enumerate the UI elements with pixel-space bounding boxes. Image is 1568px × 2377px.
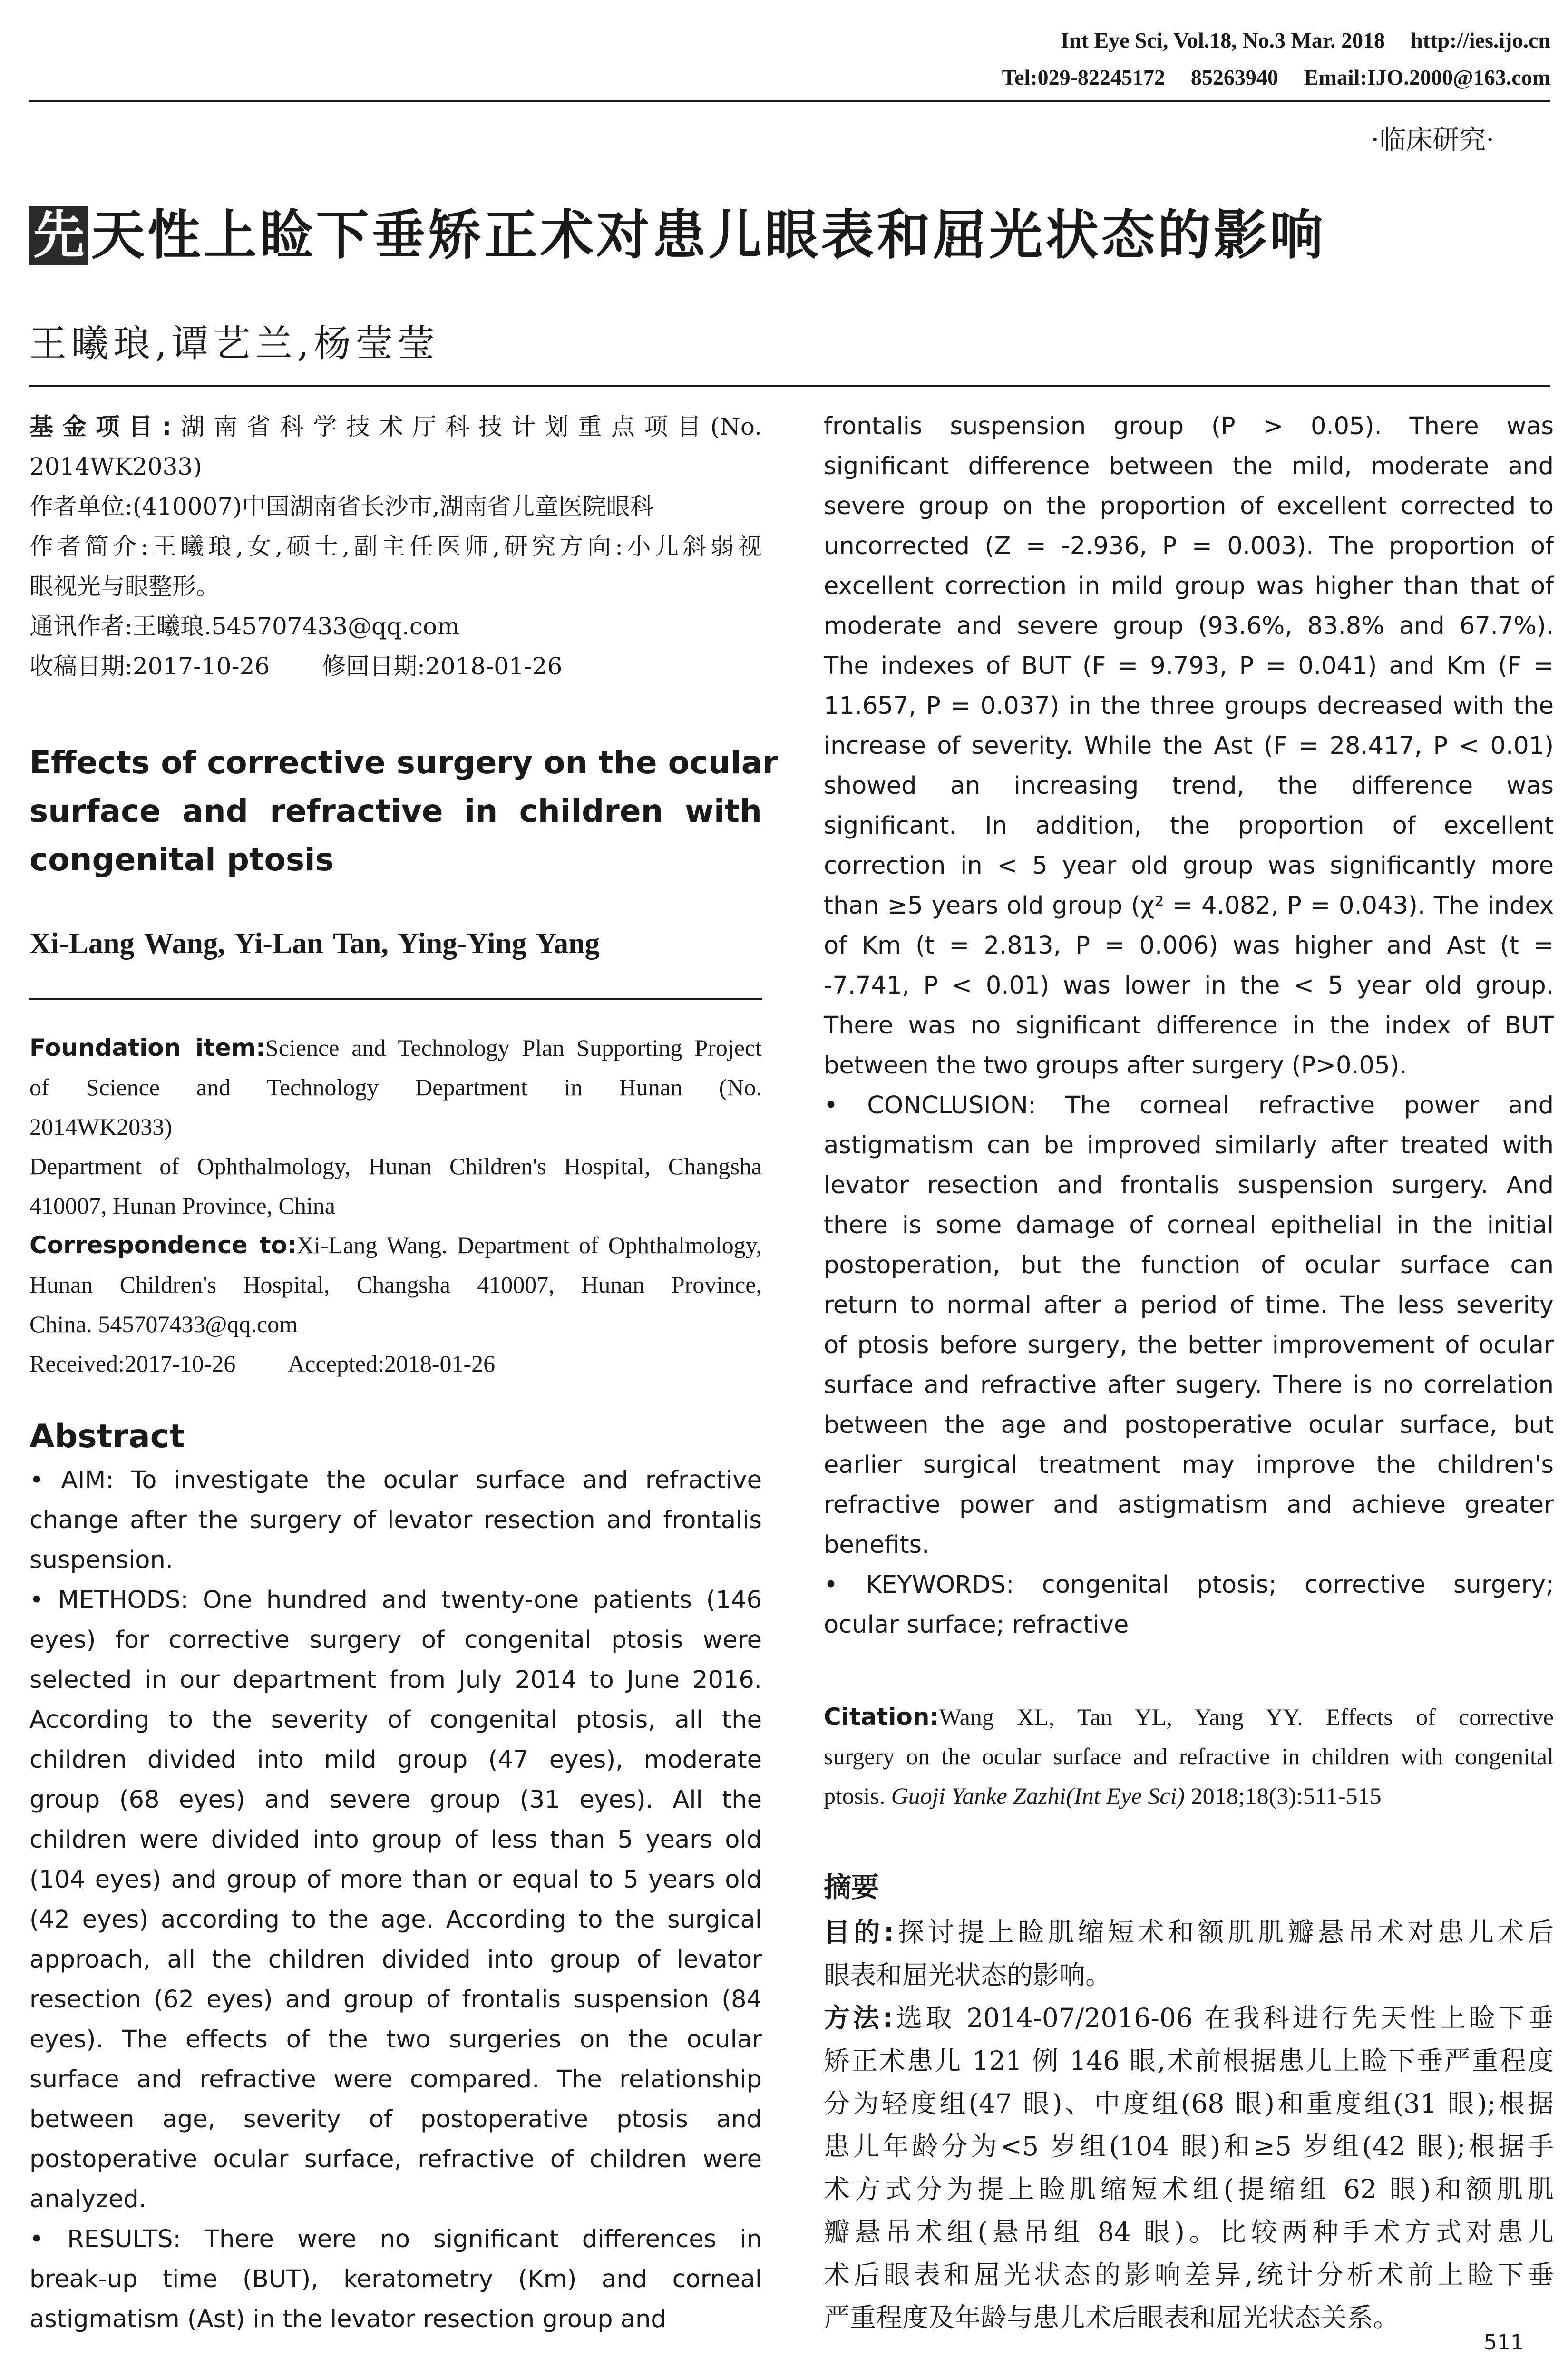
page-number: 511: [1484, 2330, 1524, 2355]
text-line: analyzed.: [29, 2185, 146, 2213]
text-line: 11.657, P = 0.037) in the three groups decreased with the: [824, 692, 1554, 720]
cn-methods-line: 术后眼表和屈光状态的影响差异,统计分析术前上睑下垂: [824, 2260, 1554, 2290]
text-line: -7.741, P < 0.01) was lower in the < 5 year old group.: [824, 972, 1554, 1000]
header-rule: [29, 100, 1550, 102]
abstract-heading: Abstract: [29, 1418, 185, 1455]
text-line: break-up time (BUT), keratometry (Km) and corneal: [29, 2265, 762, 2293]
cn-aim-text: 探讨提上睑肌缩短术和额肌肌瓣悬吊术对患儿术后: [894, 1917, 1554, 1948]
text-line: • KEYWORDS: congenital ptosis; corrective surgery;: [824, 1571, 1554, 1599]
text-line: resection (62 eyes) and group of frontalis suspension (84: [29, 1986, 762, 2014]
text-line: approach, all the children divided into group of levator: [29, 1946, 762, 1974]
cn-methods-line: 严重程度及年龄与患儿术后眼表和屈光状态关系。: [824, 2302, 1400, 2333]
article-title: [29, 202, 1551, 278]
citation-label: Citation:: [824, 1703, 939, 1731]
correspondence-en-line3: China. 545707433@qq.com: [29, 1311, 298, 1337]
text-line: there is some damage of corneal epithelial in the initial: [824, 1211, 1554, 1239]
text-line: • METHODS: One hundred and twenty-one patients (146: [29, 1586, 762, 1614]
foundation-en-label: Foundation item:: [29, 1034, 265, 1062]
text-line: children were divided into group of less than 5 years old: [29, 1826, 762, 1854]
english-title-line: congenital ptosis: [29, 841, 334, 878]
meta-en: [29, 1028, 762, 1383]
text-line: increase of severity. While the Ast (F = 28.417, P < 0.01): [824, 732, 1554, 760]
cn-abstract-heading: 摘要: [824, 1871, 879, 1903]
cn-aim: [824, 1911, 1554, 1954]
abstract-right-body: [824, 407, 1554, 1645]
citation-line1: [824, 1697, 1554, 1737]
text-line: surface and refractive were compared. The relationship: [29, 2065, 762, 2094]
foundation-cn-text: 湖南省科学技术厅科技计划重点项目(No.: [171, 413, 762, 440]
journal-header-line2: [1002, 65, 1550, 90]
text-line: of Km (t = 2.813, P = 0.006) was higher and Ast (t =: [824, 932, 1554, 960]
cn-methods-line: 患儿年龄分为<5 岁组(104 眼)和≥5 岁组(42 眼);根据手: [824, 2131, 1554, 2162]
text-line: uncorrected (Z = -2.936, P = 0.003). The proportion of: [824, 532, 1554, 560]
text-line: (42 eyes) according to the age. According to the surgical: [29, 1906, 762, 1934]
right-column: [824, 407, 1554, 2339]
text-line: levator resection and frontalis suspension surgery. And: [824, 1171, 1554, 1199]
text-line: severe group on the proportion of excellent corrected to: [824, 492, 1554, 520]
title-drop-cap: 先: [29, 206, 88, 265]
journal-header: [828, 23, 1550, 99]
text-line: • AIM: To investigate the ocular surface and refractive: [29, 1466, 762, 1494]
bio-cn: 作者简介:王曦琅,女,硕士,副主任医师,研究方向:小儿斜弱视: [29, 533, 762, 560]
text-line: of ptosis before surgery, the better improvement of ocular: [824, 1331, 1554, 1359]
journal-header-line1: [1061, 28, 1550, 53]
title-rule: [29, 385, 1550, 387]
citation-line2: surgery on the ocular surface and refractive in children with congenital: [824, 1743, 1554, 1770]
text-line: (104 eyes) and group of more than or equal to 5 years old: [29, 1866, 762, 1894]
affiliation-cn: 作者单位:(410007)中国湖南省长沙市,湖南省儿童医院眼科: [29, 493, 654, 520]
received-en: Received:2017-10-26: [29, 1350, 236, 1377]
english-authors: Xi-Lang Wang, Yi-Lan Tan, Ying-Ying Yang: [29, 927, 600, 960]
journal-phone-2: 85263940: [1190, 65, 1278, 89]
foundation-en-line2: of Science and Technology Department in Hunan (No.: [29, 1074, 762, 1101]
correspondence-en-label: Correspondence to:: [29, 1231, 297, 1259]
department-en: Department of Ophthalmology, Hunan Children's Hospital, Changsha: [29, 1153, 762, 1179]
text-line: earlier surgical treatment may improve the children's: [824, 1451, 1554, 1479]
department-en-line2: 410007, Hunan Province, China: [29, 1192, 335, 1219]
english-title: [29, 739, 778, 884]
foundation-cn-line2: 2014WK2033): [29, 453, 202, 480]
text-line: eyes) for corrective surgery of congenital ptosis were: [29, 1626, 762, 1654]
abstract-left-body: [29, 1461, 762, 2339]
correspondence-en: [29, 1226, 762, 1265]
cn-abstract: [824, 1863, 1554, 2339]
journal-citation: Int Eye Sci, Vol.18, No.3 Mar. 2018: [1061, 28, 1385, 52]
section-label: ·临床研究·: [1371, 125, 1494, 156]
dates-cn: [29, 646, 762, 686]
cn-methods-line: 术方式分为提上睑肌缩短术组(提缩组 62 眼)和额肌肌: [824, 2174, 1554, 2204]
text-line: significant difference between the mild, moderate and: [824, 452, 1554, 480]
text-line: The indexes of BUT (F = 9.793, P = 0.041) and Km (F =: [824, 652, 1554, 680]
text-line: significant. In addition, the proportion of excellent: [824, 812, 1554, 840]
correspondence-cn: 通讯作者:王曦琅.545707433@qq.com: [29, 613, 460, 640]
text-line: selected in our department from July 2014 to June 2016.: [29, 1666, 762, 1694]
citation: [824, 1697, 1554, 1816]
text-line: change after the surgery of levator resection and frontalis: [29, 1506, 762, 1534]
citation-volume: 2018;18(3):511-515: [1185, 1783, 1382, 1809]
foundation-en-line3: 2014WK2033): [29, 1113, 172, 1140]
cn-aim-line2: 眼表和屈光状态的影响。: [824, 1960, 1112, 1990]
foundation-cn-label: 基金项目:: [29, 413, 172, 440]
text-line: between age, severity of postoperative ptosis and: [29, 2105, 762, 2133]
text-line: children divided into mild group (47 eyes), moderate: [29, 1746, 762, 1774]
text-line: • RESULTS: There were no significant differences in: [29, 2225, 762, 2253]
text-line: postoperative ocular surface, refractive of children were: [29, 2145, 762, 2173]
cn-methods-line: 矫正术患儿 121 例 146 眼,术前根据患儿上睑下垂严重程度: [824, 2046, 1554, 2076]
journal-url: http://ies.ijo.cn: [1411, 28, 1550, 52]
citation-line3-text: ptosis.: [824, 1783, 891, 1809]
text-line: return to normal after a period of time. The less severity: [824, 1291, 1554, 1319]
text-line: astigmatism can be improved similarly after treated with: [824, 1131, 1554, 1159]
english-title-line: Effects of corrective surgery on the ocular: [29, 744, 778, 781]
authors-rule: [29, 998, 762, 1000]
journal-email: Email:IJO.2000@163.com: [1304, 65, 1550, 89]
left-column: [29, 407, 778, 2339]
citation-text: Wang XL, Tan YL, Yang YY. Effects of corrective: [939, 1704, 1554, 1730]
text-line: ocular surface; refractive: [824, 1611, 1129, 1639]
foundation-en: [29, 1028, 762, 1068]
cn-methods-line: [824, 1997, 1554, 2039]
journal-name: Guoji Yanke Zazhi(Int Eye Sci): [891, 1783, 1185, 1809]
cn-methods: [824, 1997, 1554, 2339]
accepted-en: Accepted:2018-01-26: [288, 1350, 496, 1377]
revised-cn: 修回日期:2018-01-26: [322, 653, 563, 680]
text-line: between the age and postoperative ocular surface, but: [824, 1411, 1554, 1439]
text-line: benefits.: [824, 1531, 930, 1559]
cn-methods-label: 方法:: [824, 2003, 893, 2033]
text-line: showed an increasing trend, the difference was: [824, 772, 1554, 800]
text-line: excellent correction in mild group was higher than that of: [824, 572, 1554, 600]
text-line: between the two groups after surgery (P>0.05).: [824, 1052, 1407, 1080]
bio-cn-line2: 眼视光与眼整形。: [29, 573, 220, 600]
cn-methods-line: 分为轻度组(47 眼)、中度组(68 眼)和重度组(31 眼);根据: [824, 2088, 1554, 2119]
text-line: frontalis suspension group (P > 0.05). There was: [824, 412, 1554, 440]
title-text: 天性上睑下垂矫正术对患儿眼表和屈光状态的影响: [91, 205, 1326, 266]
dates-en: [29, 1344, 762, 1383]
text-line: suspension.: [29, 1546, 174, 1574]
text-line: • CONCLUSION: The corneal refractive power and: [824, 1091, 1554, 1120]
cn-methods-line: 瓣悬吊术组(悬吊组 84 眼)。比较两种手术方式对患儿: [824, 2217, 1554, 2247]
meta-cn: [29, 407, 762, 686]
text-line: According to the severity of congenital ptosis, all the: [29, 1706, 762, 1734]
correspondence-en-line2: Hunan Children's Hospital, Changsha 410007, Hunan Province,: [29, 1271, 762, 1298]
cn-methods-text: 选取 2014-07/2016-06 在我科进行先天性上睑下垂: [893, 2003, 1554, 2033]
text-line: moderate and severe group (93.6%, 83.8% and 67.7%).: [824, 612, 1554, 640]
journal-phone: Tel:029-82245172: [1002, 65, 1165, 89]
text-line: postoperation, but the function of ocular surface can: [824, 1251, 1554, 1279]
text-line: astigmatism (Ast) in the levator resection group and: [29, 2305, 666, 2333]
text-line: There was no significant difference in the index of BUT: [824, 1012, 1554, 1040]
citation-line3: [824, 1776, 1554, 1816]
received-cn: 收稿日期:2017-10-26: [29, 653, 270, 680]
correspondence-en-text: Xi-Lang Wang. Department of Ophthalmology,: [297, 1232, 762, 1258]
foundation-en-text: Science and Technology Plan Supporting Project: [265, 1034, 762, 1061]
text-line: group (68 eyes) and severe group (31 eyes). All the: [29, 1786, 762, 1814]
foundation-cn: [29, 407, 762, 447]
text-line: refractive power and astigmatism and achieve greater: [824, 1491, 1554, 1519]
cn-aim-label: 目的:: [824, 1917, 895, 1948]
english-title-line: surface and refractive in children with: [29, 793, 762, 829]
text-line: eyes). The effects of the two surgeries on the ocular: [29, 2026, 762, 2054]
text-line: than ≥5 years old group (χ² = 4.082, P = 0.043). The index: [824, 892, 1554, 920]
authors-cn: 王曦琅,谭艺兰,杨莹莹: [29, 322, 439, 365]
text-line: correction in < 5 year old group was significantly more: [824, 852, 1554, 880]
text-line: surface and refractive after sugery. There is no correlation: [824, 1371, 1554, 1399]
